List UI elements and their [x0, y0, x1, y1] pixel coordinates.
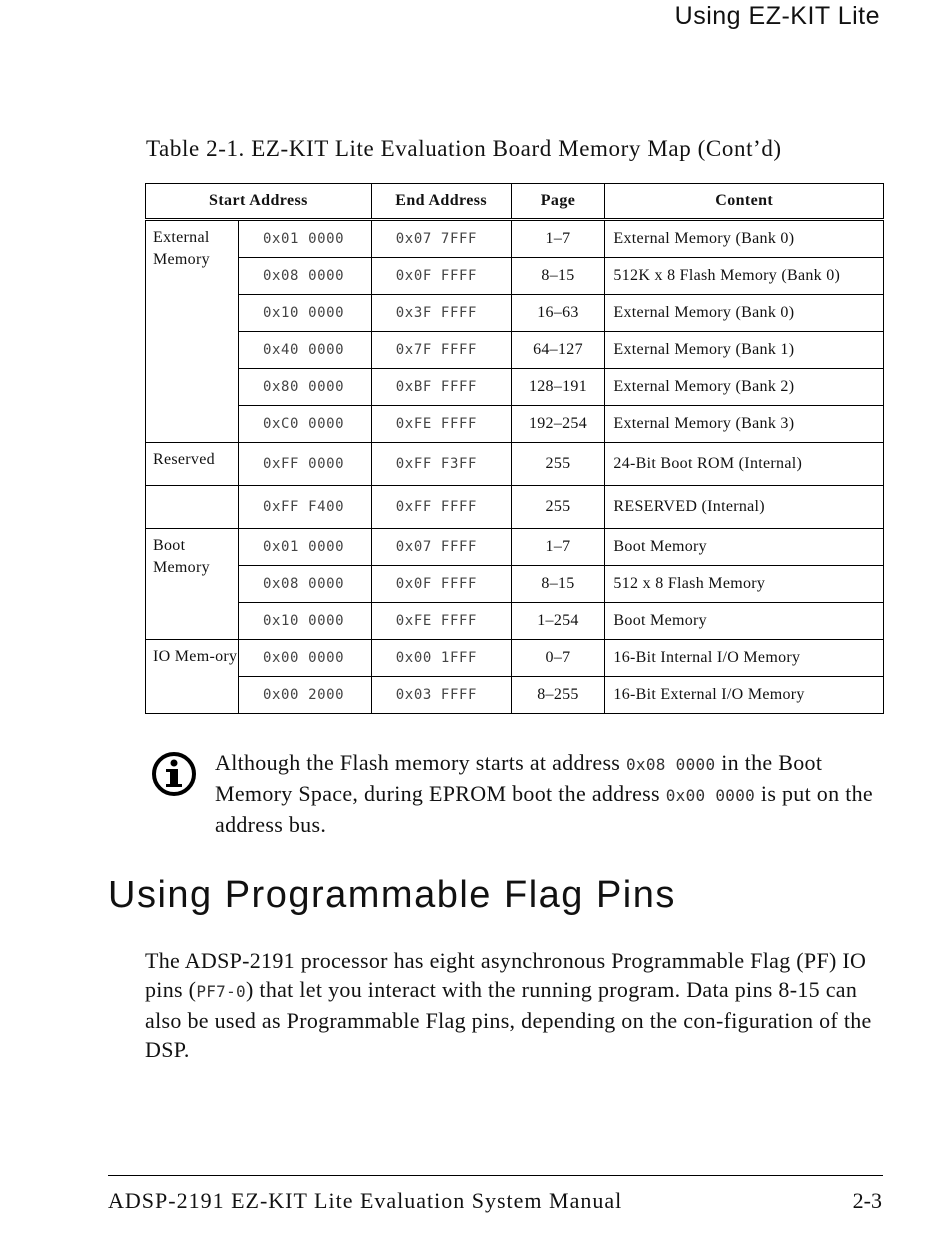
content-cell: External Memory (Bank 0)	[605, 220, 884, 258]
note-code-boot-address: 0x00 0000	[665, 786, 756, 805]
table-row	[146, 258, 884, 295]
content-cell: 16-Bit External I/O Memory	[605, 677, 884, 714]
page-cell: 255	[511, 443, 605, 486]
page-cell: 128–191	[511, 369, 605, 406]
content-cell: External Memory (Bank 3)	[605, 406, 884, 443]
pf-pins-code: PF7-0	[196, 982, 246, 1001]
table-row	[146, 566, 884, 603]
start-address-cell: 0x01 0000	[238, 220, 371, 258]
start-address-cell: 0xFF 0000	[238, 443, 371, 486]
table-row	[146, 603, 884, 640]
content-cell: 512K x 8 Flash Memory (Bank 0)	[605, 258, 884, 295]
note-text: Although the Flash memory starts at address 0x08 0000 in the Boot Memory Space, during EPROM boot the address 0x00 0000 is put on the address bus.	[215, 750, 873, 837]
table-row	[146, 677, 884, 714]
table-row	[146, 640, 884, 677]
table-row	[146, 529, 884, 566]
note-code-flash-address: 0x08 0000	[625, 755, 716, 774]
end-address-cell: 0x03 FFFF	[371, 677, 511, 714]
start-address-cell: 0x08 0000	[238, 258, 371, 295]
end-address-cell: 0xFF FFFF	[371, 486, 511, 529]
table-row	[146, 443, 884, 486]
start-address-cell: 0x00 2000	[238, 677, 371, 714]
page-cell: 255	[511, 486, 605, 529]
running-header: Using EZ-KIT Lite	[674, 2, 880, 30]
page-cell: 8–15	[511, 566, 605, 603]
page-cell: 192–254	[511, 406, 605, 443]
end-address-cell: 0x00 1FFF	[371, 640, 511, 677]
end-address-cell: 0xBF FFFF	[371, 369, 511, 406]
region-cell: Reserved	[146, 443, 239, 486]
page-cell: 1–7	[511, 220, 605, 258]
start-address-cell: 0x80 0000	[238, 369, 371, 406]
content-cell: Boot Memory	[605, 529, 884, 566]
page-cell: 8–15	[511, 258, 605, 295]
table-row	[146, 486, 884, 529]
content-cell: External Memory (Bank 1)	[605, 332, 884, 369]
footer-divider	[108, 1175, 883, 1176]
page-cell: 16–63	[511, 295, 605, 332]
start-address-cell: 0x01 0000	[238, 529, 371, 566]
content-cell: External Memory (Bank 2)	[605, 369, 884, 406]
start-address-cell: 0xC0 0000	[238, 406, 371, 443]
column-header-end-address: End Address	[371, 184, 511, 220]
start-address-cell: 0x00 0000	[238, 640, 371, 677]
table-row	[146, 369, 884, 406]
column-header-page: Page	[511, 184, 605, 220]
end-address-cell: 0x0F FFFF	[371, 566, 511, 603]
content-cell: RESERVED (Internal)	[605, 486, 884, 529]
table-row	[146, 220, 884, 258]
content-cell: External Memory (Bank 0)	[605, 295, 884, 332]
start-address-cell: 0x10 0000	[238, 603, 371, 640]
page-number: 2-3	[852, 1188, 882, 1213]
region-cell	[146, 486, 239, 529]
info-icon	[150, 750, 198, 798]
end-address-cell: 0xFE FFFF	[371, 406, 511, 443]
end-address-cell: 0x07 7FFF	[371, 220, 511, 258]
region-cell: Boot Memory	[146, 529, 239, 640]
start-address-cell: 0x08 0000	[238, 566, 371, 603]
end-address-cell: 0x3F FFFF	[371, 295, 511, 332]
table-header-row	[146, 184, 884, 220]
page-cell: 8–255	[511, 677, 605, 714]
memory-map-table	[145, 183, 884, 714]
page-cell: 1–254	[511, 603, 605, 640]
page-cell: 1–7	[511, 529, 605, 566]
end-address-cell: 0xFF F3FF	[371, 443, 511, 486]
start-address-cell: 0x40 0000	[238, 332, 371, 369]
end-address-cell: 0x7F FFFF	[371, 332, 511, 369]
end-address-cell: 0xFE FFFF	[371, 603, 511, 640]
footer-title: ADSP-2191 EZ-KIT Lite Evaluation System Manual	[108, 1188, 623, 1213]
section-paragraph: The ADSP-2191 processor has eight asynchronous Programmable Flag (PF) IO pins (PF7-0) that let you interact with the running program. Data pins 8-15 can also be used as Programmable Flag pins, depending on the con-figuration of the DSP.	[145, 948, 872, 1062]
region-cell: IO Mem-ory	[146, 640, 239, 714]
content-cell: 512 x 8 Flash Memory	[605, 566, 884, 603]
table-caption: Table 2-1. EZ-KIT Lite Evaluation Board Memory Map (Cont’d)	[146, 136, 782, 161]
page-cell: 64–127	[511, 332, 605, 369]
content-cell: Boot Memory	[605, 603, 884, 640]
end-address-cell: 0x07 FFFF	[371, 529, 511, 566]
table-row	[146, 332, 884, 369]
memory-map-body	[146, 220, 884, 714]
section-title: Using Programmable Flag Pins	[108, 874, 676, 916]
table-row	[146, 406, 884, 443]
start-address-cell: 0xFF F400	[238, 486, 371, 529]
column-header-start-address: Start Address	[146, 184, 372, 220]
content-cell: 16-Bit Internal I/O Memory	[605, 640, 884, 677]
page-cell: 0–7	[511, 640, 605, 677]
end-address-cell: 0x0F FFFF	[371, 258, 511, 295]
content-cell: 24-Bit Boot ROM (Internal)	[605, 443, 884, 486]
table-row	[146, 295, 884, 332]
start-address-cell: 0x10 0000	[238, 295, 371, 332]
region-cell: External Memory	[146, 220, 239, 443]
column-header-content: Content	[605, 184, 884, 220]
